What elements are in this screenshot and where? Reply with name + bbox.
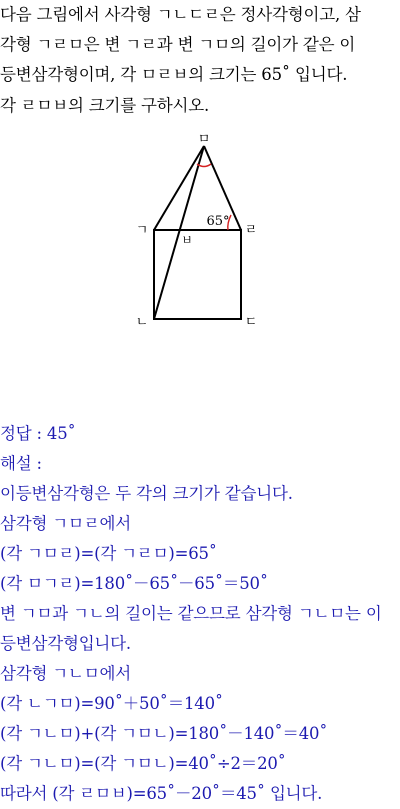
solution-line: 삼각형 ㄱㄴㅁ에서	[0, 664, 131, 683]
angle-label-65: 65°	[206, 214, 230, 229]
answer-line: 정답 : 45˚	[0, 424, 76, 443]
geometry-figure	[130, 130, 270, 330]
conclusion-line: 따라서 (각 ㄹㅁㅂ)=65˚－20˚＝45˚ 입니다.	[0, 784, 323, 803]
segment-ㄱㅁ	[154, 146, 204, 230]
solution-line: 등변삼각형입니다.	[0, 634, 131, 653]
segment-ㄴㅁ	[154, 146, 204, 319]
solution-line: (각 ㅁㄱㄹ)=180˚－65˚－65˚＝50˚	[0, 574, 268, 593]
label-ㄴ: ㄴ	[135, 315, 149, 330]
problem-line: 각 ㄹㅁㅂ의 크기를 구하시오.	[0, 96, 210, 115]
solution-line: (각 ㄱㄴㅁ)=(각 ㄱㅁㄴ)=40˚÷2＝20˚	[0, 754, 286, 773]
solution-line: 삼각형 ㄱㅁㄹ에서	[0, 514, 131, 533]
label-ㅂ: ㅂ	[181, 233, 193, 247]
solution-line: 변 ㄱㅁ과 ㄱㄴ의 길이는 같으므로 삼각형 ㄱㄴㅁ는 이	[0, 604, 382, 623]
label-ㄷ: ㄷ	[244, 315, 258, 330]
problem-line: 다음 그림에서 사각형 ㄱㄴㄷㄹ은 정사각형이고, 삼	[0, 5, 361, 24]
solution-line: (각 ㄴㄱㅁ)=90˚＋50˚＝140˚	[0, 694, 223, 713]
solution-line: (각 ㄱㄴㅁ)+(각 ㄱㅁㄴ)=180˚－140˚＝40˚	[0, 724, 328, 743]
label-ㄹ: ㄹ	[244, 223, 258, 238]
solution-line: (각 ㄱㅁㄹ)=(각 ㄱㄹㅁ)=65˚	[0, 544, 217, 563]
solution-line: 이등변삼각형은 두 각의 크기가 같습니다.	[0, 484, 293, 503]
problem-line: 각형 ㄱㄹㅁ은 변 ㄱㄹ과 변 ㄱㅁ의 길이가 같은 이	[0, 35, 356, 54]
label-ㅁ: ㅁ	[197, 132, 211, 147]
explanation-heading: 해설 :	[0, 454, 42, 473]
problem-line: 등변삼각형이며, 각 ㅁㄹㅂ의 크기는 65˚ 입니다.	[0, 65, 348, 84]
label-ㄱ: ㄱ	[135, 223, 149, 238]
